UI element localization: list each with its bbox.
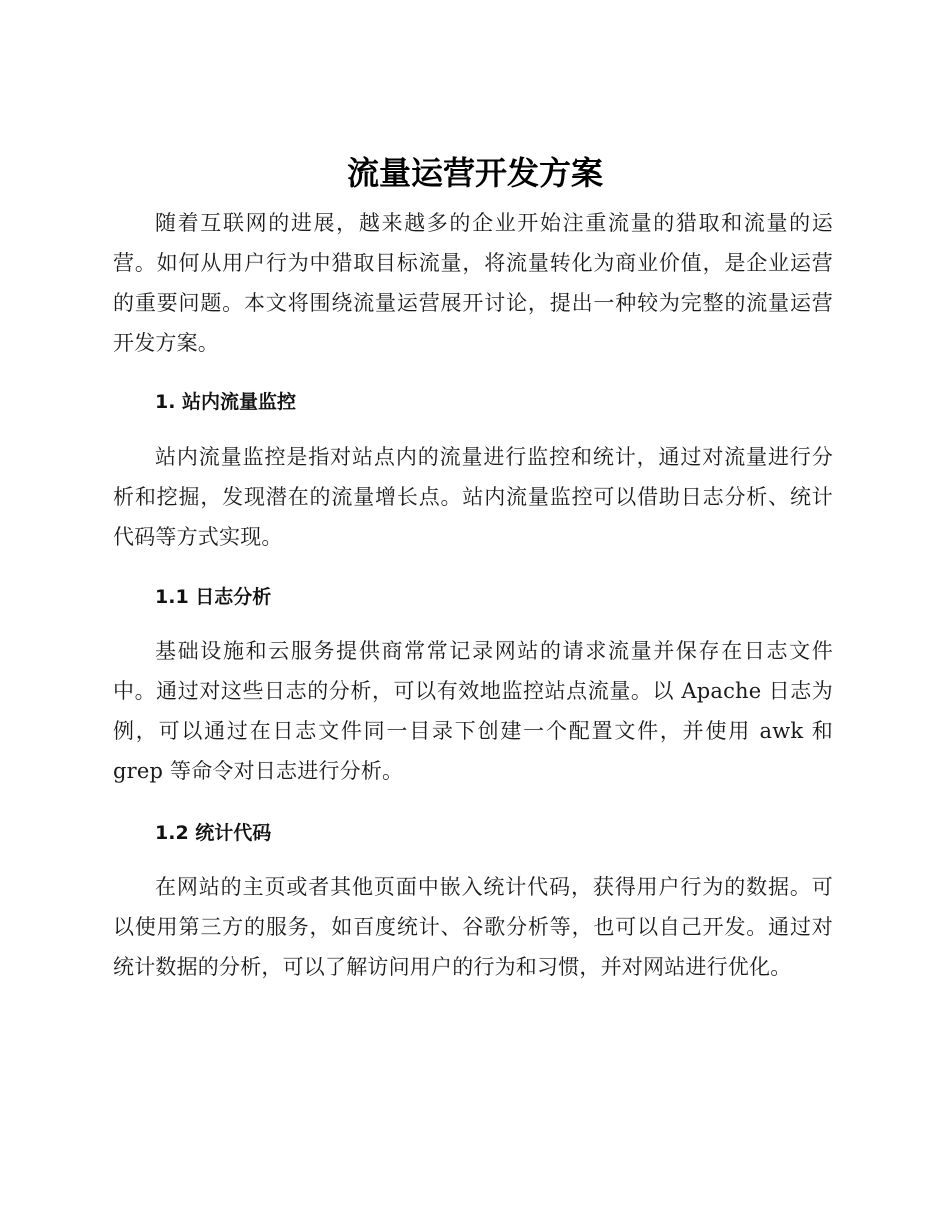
section-1-1-heading: 1.1 日志分析 [155, 586, 272, 608]
section-1-heading: 1. 站内流量监控 [155, 391, 297, 413]
section-1-1-paragraph: 基础设施和云服务提供商常常记录网站的请求流量并保存在日志文件中。通过对这些日志的分析，可以有效地监控站点流量。以 Apache 日志为例，可以通过在日志文件同一目录下创建一个配置文件，并使用 awk 和 grep 等命令对日志进行分析。 [113, 639, 833, 783]
document-title: 流量运营开发方案 [346, 154, 603, 192]
section-1-2-heading: 1.2 统计代码 [155, 822, 272, 844]
intro-paragraph: 随着互联网的进展，越来越多的企业开始注重流量的猎取和流量的运营。如何从用户行为中猎取目标流量，将流量转化为商业价值，是企业运营的重要问题。本文将围绕流量运营展开讨论，提出一种较为完整的流量运营开发方案。 [113, 211, 833, 355]
section-1-2-paragraph: 在网站的主页或者其他页面中嵌入统计代码，获得用户行为的数据。可以使用第三方的服务，如百度统计、谷歌分析等，也可以自己开发。通过对统计数据的分析，可以了解访问用户的行为和习惯，并对网站进行优化。 [113, 875, 833, 979]
section-1-paragraph: 站内流量监控是指对站点内的流量进行监控和统计，通过对流量进行分析和挖掘，发现潜在的流量增长点。站内流量监控可以借助日志分析、统计代码等方式实现。 [113, 445, 833, 549]
